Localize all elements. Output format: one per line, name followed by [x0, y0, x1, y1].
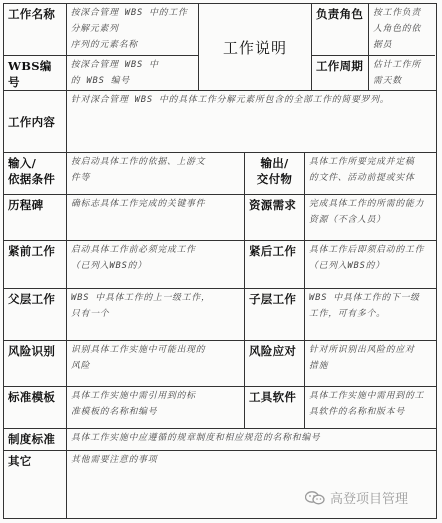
standard-value: 具体工作实施中应遵循的规章制度和相应规范的名称和编号 [66, 429, 435, 450]
milestone-value: 确标志具体工作完成的关键事件 [66, 195, 244, 240]
other-row [4, 450, 436, 518]
content-value: 针对深合管理 WBS 中的具体工作分解元素所包含的全部工作的简要罗列。 [66, 91, 435, 152]
risk-id-value: 识别具体工作实施中可能出现的 风险 [66, 341, 244, 386]
role-value: 按工作负责 人角色的依 据员 [368, 4, 435, 55]
content-label: 工作内容 [8, 114, 56, 129]
content-row [4, 90, 436, 152]
child-value: WBS 中具体工作的下一级 工作，可有多个。 [304, 289, 435, 340]
parent-value: WBS 中具体工作的上一级工作， 只有一个 [66, 289, 244, 340]
successor-label: 紧后工作 [244, 241, 304, 288]
predecessor-value: 启动具体工作前必须完成工作 （已列入WBS的） [66, 241, 244, 288]
work-name-label: 工作名称 [8, 7, 56, 21]
resource-value: 完成具体工作的所需的能力 资源（不含人员） [304, 195, 435, 240]
watermark [305, 488, 408, 507]
output-label: 输出/ 交付物 [244, 153, 304, 194]
work-description-table [3, 3, 437, 519]
input-value: 按启动具体工作的依据、上游文 件等 [66, 153, 244, 194]
page-title: 工作说明 [199, 4, 312, 90]
wbs-code-label: WBS编号 [8, 59, 52, 89]
work-name-value: 按深合管理 WBS 中的工作分解元素列 序列的元素名称 [66, 4, 198, 55]
role-label: 负责角色 [316, 7, 364, 21]
io-row [4, 152, 436, 194]
dependency-row [4, 240, 436, 288]
software-label: 工具软件 [244, 387, 304, 428]
tools-row [4, 386, 436, 428]
resource-label: 资源需求 [244, 195, 304, 240]
risk-row [4, 340, 436, 386]
standard-label: 制度标准 [8, 432, 56, 446]
parent-label: 父层工作 [8, 292, 56, 306]
milestone-label: 历程碑 [8, 198, 44, 212]
period-label: 工作周期 [316, 59, 364, 73]
risk-id-label: 风险识别 [8, 344, 56, 358]
watermark-text: 高登项目管理 [330, 492, 409, 507]
header-block [4, 4, 436, 90]
template-label: 标准模板 [8, 390, 56, 404]
risk-response-label: 风险应对 [244, 341, 304, 386]
period-value: 估计工作所 需天数 [368, 56, 435, 90]
other-label: 其它 [8, 454, 32, 468]
child-label: 子层工作 [244, 289, 304, 340]
other-value: 其他需要注意的事项 [66, 451, 435, 518]
wechat-icon [305, 491, 325, 505]
milestone-row [4, 194, 436, 240]
input-label: 输入/ 依据条件 [8, 156, 56, 186]
software-value: 具体工作实施中需用到的工 具软件的名称和版本号 [304, 387, 435, 428]
risk-response-value: 针对所识别出风险的应对 措施 [304, 341, 435, 386]
wbs-code-value: 按深合管理 WBS 中 的 WBS 编号 [66, 56, 198, 90]
successor-value: 具体工作后即须启动的工作 （已列入WBS的） [304, 241, 435, 288]
hierarchy-row [4, 288, 436, 340]
output-value: 具体工作所要完成并定稿 的文件、活动前提或实体 [304, 153, 435, 194]
template-value: 具体工作实施中需引用到的标 准模板的名称和编号 [66, 387, 244, 428]
predecessor-label: 紧前工作 [8, 244, 56, 258]
standard-row [4, 428, 436, 450]
